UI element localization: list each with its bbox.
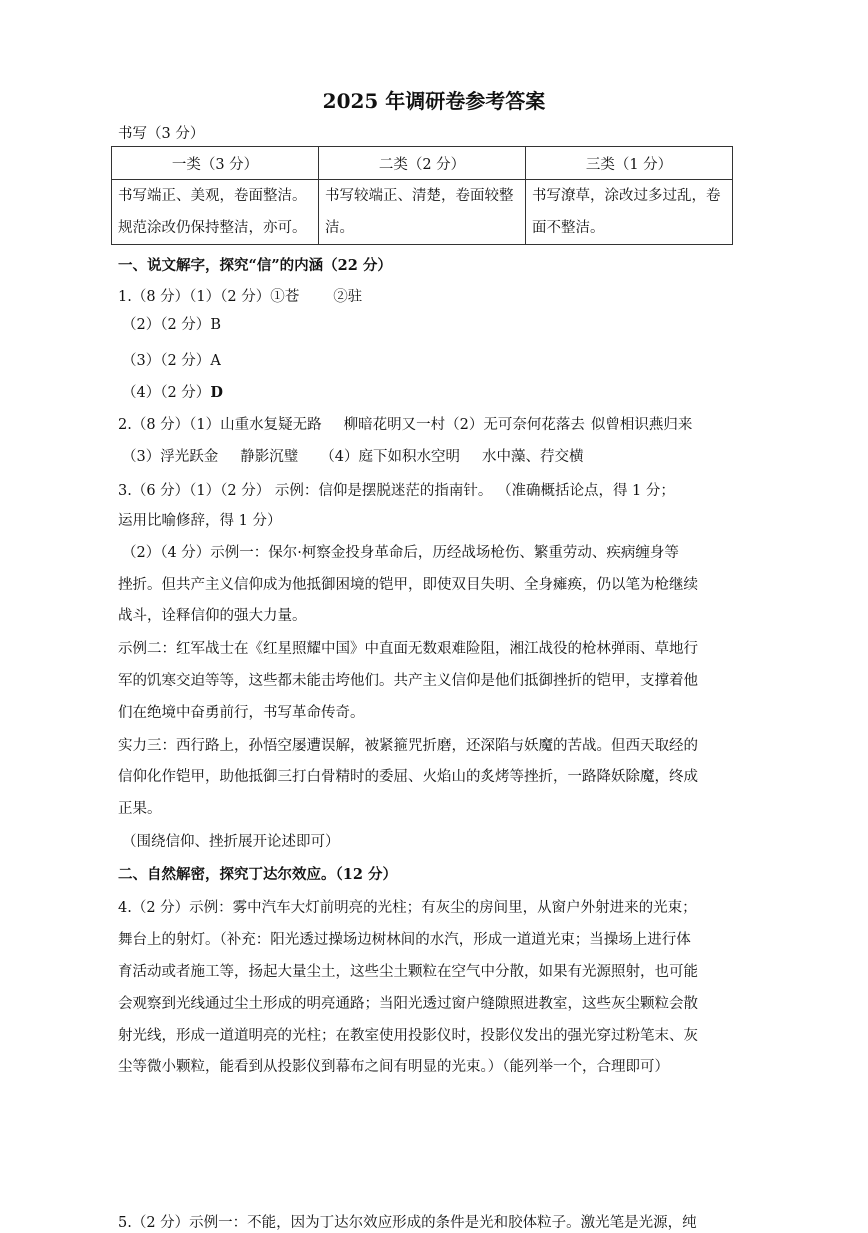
q1-line-3 xyxy=(122,351,772,371)
q1-part4-label: （4）（2 分） xyxy=(122,385,211,401)
q4-line-2: 舞台上的射灯。（补充：阳光透过操场边树林间的水汽，形成一道道光束；当操场上进行体 xyxy=(118,932,691,948)
q3-line-9: 实力三：西行路上，孙悟空屡遭误解，被紧箍咒折磨，还深陷与妖魔的苦战。但西天取经的 xyxy=(118,738,698,754)
q1-part3-answer: A xyxy=(210,353,221,369)
q3-line-5: 战斗，诠释信仰的强大力量。 xyxy=(118,608,307,624)
q2-answer-4b: 水中藻、荇交横 xyxy=(481,449,584,465)
score-table-header-row xyxy=(112,147,733,180)
score-table-header-cell: 一类（3 分） xyxy=(112,147,319,180)
q4-line-3: 育活动或者施工等，扬起大量尘土，这些尘土颗粒在空气中分散，如果有光源照射，也可能 xyxy=(118,964,698,980)
q2-line-2 xyxy=(122,447,772,467)
q3-line-4: 挫折。但共产主义信仰成为他抵御困境的铠甲，即使双目失明、全身瘫痪，仍以笔为枪继续 xyxy=(118,577,698,593)
q3-line-3: （2）（4 分）示例一：保尔·柯察金投身革命后，历经战场枪伤、繁重劳动、疾病缠身等 xyxy=(122,545,679,561)
q1-part2-label: （2）（2 分） xyxy=(122,317,211,333)
q3-line-12: （围绕信仰、挫折展开论述即可） xyxy=(122,834,340,850)
q4-line-5: 射光线，形成一道道明亮的光柱；在教室使用投影仪时，投影仪发出的强光穿过粉笔末、灰 xyxy=(118,1028,698,1044)
score-table-cell: 书写较端正、清楚，卷面较整洁。 xyxy=(319,180,526,245)
q2-answer-2a: （2）无可奈何花落去 xyxy=(445,417,585,433)
section-1-heading: 一、说文解字，探究“信”的内涵（22 分） xyxy=(118,257,392,274)
q2-answer-1a: 2.（8 分）（1）山重水复疑无路 xyxy=(118,417,322,433)
score-table-header-cell: 三类（1 分） xyxy=(526,147,733,180)
q4-line-4: 会观察到光线通过尘土形成的明亮通路；当阳光透过窗户缝隙照进教室，这些灰尘颗粒会散 xyxy=(118,996,698,1012)
q3-line-2: 运用比喻修辞，得 1 分） xyxy=(118,513,282,529)
q3-line-11: 正果。 xyxy=(118,801,162,817)
q1-part1-answer-a: 1.（8 分）（1）（2 分）①苍 xyxy=(118,289,300,305)
q4-line-1: 4.（2 分）示例：雾中汽车大灯前明亮的光柱；有灰尘的房间里，从窗户外射进来的光束； xyxy=(118,900,697,916)
section-2-heading: 二、自然解密，探究丁达尔效应。（12 分） xyxy=(118,866,397,883)
q3-line-7: 军的饥寒交迫等等，这些都未能击垮他们。共产主义信仰是他们抵御挫折的铠甲，支撑着他 xyxy=(118,673,698,689)
q1-part4-answer: D xyxy=(210,384,223,401)
q3-line-8: 们在绝境中奋勇前行，书写革命传奇。 xyxy=(118,705,365,721)
q2-answer-3a: （3）浮光跃金 xyxy=(122,449,219,465)
q1-part1-answer-b: ②驻 xyxy=(333,289,363,305)
q3-line-6: 示例二：红军战士在《红星照耀中国》中直面无数艰难险阻，湘江战役的枪林弹雨、草地行 xyxy=(118,641,698,657)
q3-line-10: 信仰化作铠甲，助他抵御三打白骨精时的委屈、火焰山的炙烤等挫折，一路降妖除魔，终成 xyxy=(118,769,698,785)
writing-score-label: 书写（3 分） xyxy=(118,126,205,142)
q5-line-1: 5.（2 分）示例一：不能，因为丁达尔效应形成的条件是光和胶体粒子。激光笔是光源，纯 xyxy=(118,1215,697,1231)
q2-line-1 xyxy=(118,415,768,435)
page-title: 2025 年调研卷参考答案 xyxy=(322,89,546,113)
q1-line-2 xyxy=(122,315,772,335)
q2-answer-2b: 似曾相识燕归来 xyxy=(590,417,693,433)
writing-score-table xyxy=(111,146,733,245)
score-table-cell: 书写潦草，涂改过多过乱，卷面不整洁。 xyxy=(526,180,733,245)
q2-answer-4a: （4）庭下如积水空明 xyxy=(320,449,460,465)
q2-answer-1b: 柳暗花明又一村 xyxy=(343,417,446,433)
q1-line-1 xyxy=(118,287,768,307)
q1-part3-label: （3）（2 分） xyxy=(122,353,211,369)
score-table-body-row xyxy=(112,180,733,245)
q3-line-1: 3.（6 分）（1）（2 分） 示例：信仰是摆脱迷茫的指南针。 （准确概括论点，得 1 分； xyxy=(118,483,675,499)
q1-part2-answer: B xyxy=(210,317,221,333)
q4-line-6: 尘等微小颗粒，能看到从投影仪到幕布之间有明显的光束。）（能列举一个，合理即可） xyxy=(118,1059,669,1075)
q1-line-4 xyxy=(122,383,772,403)
q2-answer-3b: 静影沉璧 xyxy=(240,449,299,465)
score-table-cell: 书写端正、美观，卷面整洁。规范涂改仍保持整洁，亦可。 xyxy=(112,180,319,245)
score-table-header-cell: 二类（2 分） xyxy=(319,147,526,180)
